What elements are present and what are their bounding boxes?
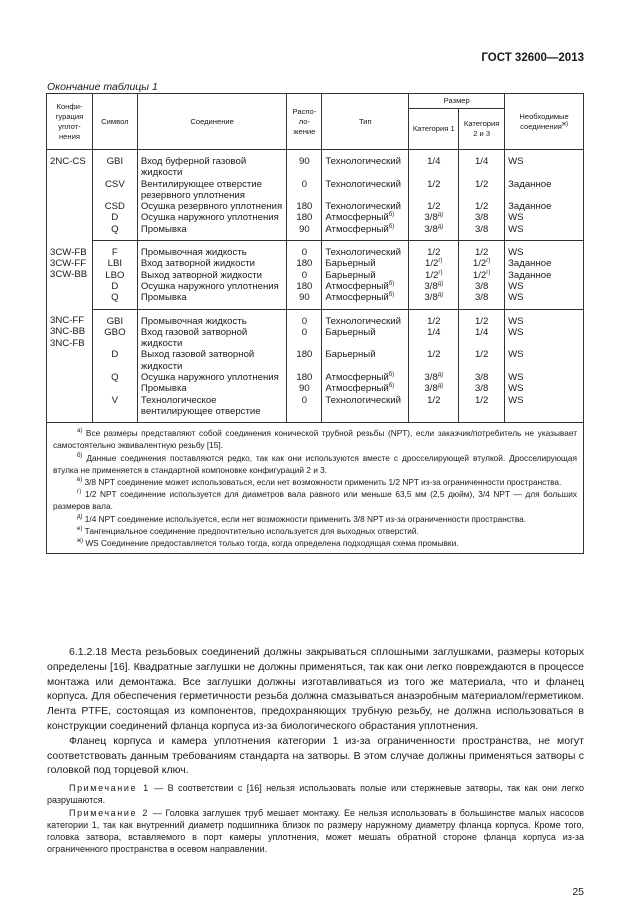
symbol-cell: Q [92,372,137,383]
location-cell: 90 [287,224,322,241]
table-row [47,395,584,423]
location-cell: 180 [287,349,322,372]
header-cat23: Категория 2 и 3 [459,109,505,150]
cat1-cell: 1/2 [409,179,459,202]
type-cell: Технологический [322,395,409,423]
type-cell: Барьерный [322,270,409,281]
table-row [47,201,584,212]
cat1-cell: $3/8^{д)}$ [409,212,459,223]
connection-cell: Промывка [137,292,287,309]
cat23-cell: 3/8 [459,383,505,394]
header-cat1: Категория 1 [409,109,459,150]
location-cell: 90 [287,150,322,179]
location-cell: 180 [287,281,322,292]
location-cell: 180 [287,258,322,269]
standard-header: ГОСТ 32600—2013 [481,52,584,64]
table-row [47,224,584,241]
connection-cell: Осушка наружного уплотнения [137,212,287,223]
table-row [47,349,584,372]
symbol-cell: LBO [92,270,137,281]
cat1-cell: 1/4 [409,327,459,350]
cat1-cell: 1/2 [409,201,459,212]
type-cell: Барьерный [322,349,409,372]
table-row [47,241,584,259]
cat23-cell: 1/4 [459,150,505,179]
header-config: Конфигурация уплотнения [47,94,93,150]
note-1: Примечание 1 — В соответствии с [16] нельзя использовать полые или стержневые затворы, так как они легко разрушаются. [47,783,584,806]
symbol-cell: GBI [92,309,137,327]
required-cell: WS [505,292,584,309]
type-cell: Технологический [322,241,409,259]
location-cell: 90 [287,292,322,309]
type-cell: Атмосферный$^{б)}$ [322,224,409,241]
required-cell: WS [505,383,584,394]
cat1-cell: $1/2^{г)}$ [409,270,459,281]
cat23-cell: 3/8 [459,281,505,292]
symbol-cell: V [92,395,137,423]
connection-cell: Промывочная жидкость [137,309,287,327]
location-cell: 0 [287,395,322,423]
config-cell: 2NC-CS [47,150,93,241]
table-row [47,212,584,223]
paragraph: Фланец корпуса и камера уплотнения категории 1 из-за ограниченности пространства, не могут соответствовать данным требованиям стандарта на затворы. В этом случае должны применяться затворы с головкой под торцевой ключ. [47,734,584,777]
table-row [47,292,584,309]
header-symbol: Символ [92,94,137,150]
required-cell: Заданное [505,270,584,281]
type-cell: Барьерный [322,258,409,269]
required-cell: WS [505,349,584,372]
symbol-cell: CSV [92,179,137,202]
required-cell: WS [505,327,584,350]
connection-cell: Выход газовой затворной жидкости [137,349,287,372]
cat23-cell: 3/8 [459,292,505,309]
location-cell: 180 [287,212,322,223]
required-cell: WS [505,309,584,327]
cat1-cell: 1/2 [409,395,459,423]
cat1-cell: 1/2 [409,241,459,259]
table-row [47,309,584,327]
symbol-cell: CSD [92,201,137,212]
type-cell: Барьерный [322,327,409,350]
symbol-cell: LBI [92,258,137,269]
connection-cell: Промывочная жидкость [137,241,287,259]
required-cell: WS [505,224,584,241]
table-footnotes [47,423,584,554]
cat23-cell: 1/2 [459,309,505,327]
connection-cell: Промывка [137,383,287,394]
cat23-cell: 1/2 [459,241,505,259]
required-cell: Заданное [505,179,584,202]
location-cell: 0 [287,309,322,327]
table-row [47,150,584,179]
cat23-cell: 1/2 [459,395,505,423]
table-group [47,309,584,423]
note-2: Примечание 2 — Головка заглушек труб мешает монтажу. Ее нельзя использовать в большинстве малых насосов категории 1, так как внутренний диаметр подшипника близок по размеру наружному диаметру фланца корпуса. Кроме того, головка затвора, вставляемого в порт камеры уплотнения, может мешать обратной стороне фланца корпуса из-за ограниченного пространства в осевом направлении. [47,807,584,855]
footnote: $^{е)}$ Тангенциальное соединение предпочтительно используется для выходных отверстий. [77,525,419,536]
table-group [47,150,584,241]
header-location: Расположение [287,94,322,150]
cat23-cell: 3/8 [459,212,505,223]
header-required: Необходимые соединения$^{ж)}$ [505,94,584,150]
required-cell: Заданное [505,201,584,212]
required-cell: WS [505,395,584,423]
connection-cell: Выход затворной жидкости [137,270,287,281]
type-cell: Технологический [322,150,409,179]
footnote: $^{б)}$ Данные соединения поставляются редко, так как они используются вместе с дросселирующей втулкой. Дросселирующая втулка не применяется в стандартной компоновке конфигураций 2 и 3. [53,452,577,475]
cat1-cell: $3/8^{д)}$ [409,224,459,241]
location-cell: 90 [287,383,322,394]
location-cell: 180 [287,372,322,383]
cat1-cell: $3/8^{д)}$ [409,383,459,394]
table-row [47,372,584,383]
table-row [47,179,584,202]
location-cell: 0 [287,270,322,281]
symbol-cell: GBO [92,327,137,350]
symbol-cell: Q [92,224,137,241]
required-cell: WS [505,281,584,292]
required-cell: WS [505,372,584,383]
table-row [47,270,584,281]
connection-cell: Осушка наружного уплотнения [137,372,287,383]
connection-cell: Вход буферной газовой жидкости [137,150,287,179]
cat23-cell: 3/8 [459,224,505,241]
table-group [47,241,584,309]
required-cell: WS [505,150,584,179]
page-number: 25 [572,886,584,898]
type-cell: Атмосферный$^{б)}$ [322,212,409,223]
table-row [47,281,584,292]
cat23-cell: 1/2 [459,179,505,202]
table-row [47,383,584,394]
config-cell: 3CW-FB 3CW-FF 3CW-BB [47,241,93,309]
footnote: $^{а)}$ Все размеры представляют собой соединения конической трубной резьбы (NPT), если заказчик/потребитель не указывает самостоятельно эквивалентную резьбу [15]. [53,428,577,451]
connection-cell: Осушка резервного уплотнения [137,201,287,212]
symbol-cell: D [92,281,137,292]
cat23-cell: 1/4 [459,327,505,350]
symbol-cell: D [92,349,137,372]
cat23-cell: $1/2^{г)}$ [459,258,505,269]
cat1-cell: 1/4 [409,150,459,179]
config-cell: 3NC-FF 3NC-BB 3NC-FB [47,309,93,423]
connection-cell: Вентилирующее отверстие резервного уплотнения [137,179,287,202]
type-cell: Технологический [322,179,409,202]
header-connection: Соединение [137,94,287,150]
connection-cell: Технологическое вентилирующее отверстие [137,395,287,423]
location-cell: 180 [287,201,322,212]
type-cell: Атмосферный$^{б)}$ [322,281,409,292]
table-row [47,258,584,269]
connection-cell: Осушка наружного уплотнения [137,281,287,292]
footnote: $^{д)}$ 1/4 NPT соединение используется, если нет возможности применить 3/8 NPT из-за ограниченности пространства. [77,513,527,524]
location-cell: 0 [287,327,322,350]
cat23-cell: 1/2 [459,349,505,372]
cat1-cell: 1/2 [409,309,459,327]
footnote: $^{ж)}$ WS Соединение предоставляется только тогда, когда определена подходящая схема промывки. [77,538,459,549]
required-cell: WS [505,241,584,259]
footnote: $^{г)}$ 1/2 NPT соединение используется для диаметров вала равного или меньше 63,5 мм (2,5 дюйм), 3/4 NPT — для больших размеров вала. [53,489,577,512]
connection-cell: Вход затворной жидкости [137,258,287,269]
cat1-cell: $1/2^{г)}$ [409,258,459,269]
paragraph: 6.1.2.18 Места резьбовых соединений должны закрываться сплошными заглушками, размеры которых определены [16]. Квадратные заглушки не должны применяться, так как они легко повреждаются в процессе монтажа или демонтажа. Все заглушки должны изготавливаться из того же материала, что и фланец корпуса. Для обеспечения герметичности резьба должна смазываться анаэробным материалом/герметиком. Лента PTFE, состоящая из компонентов, предохраняющих трубную резьбу, не должна использоваться в конструкции соединений фланца корпуса из-за биологического обрастания уплотнения. [47,646,584,732]
type-cell: Технологический [322,309,409,327]
type-cell: Атмосферный$^{б)}$ [322,292,409,309]
cat1-cell: $3/8^{д)}$ [409,281,459,292]
symbol-cell: D [92,212,137,223]
table-row [47,327,584,350]
header-size: Размер [409,94,505,109]
header-type: Тип [322,94,409,150]
symbol-cell: F [92,241,137,259]
cat1-cell: 1/2 [409,349,459,372]
symbol-cell: GBI [92,150,137,179]
type-cell: Атмосферный$^{б)}$ [322,372,409,383]
cat23-cell: $1/2^{г)}$ [459,270,505,281]
connection-cell: Промывка [137,224,287,241]
connections-table [46,93,584,554]
cat23-cell: 3/8 [459,372,505,383]
footnote: $^{в)}$ 3/8 NPT соединение может использоваться, если нет возможности применить 1/2 NPT из-за ограниченности пространства. [77,477,562,488]
required-cell: WS [505,212,584,223]
location-cell: 0 [287,179,322,202]
cat1-cell: $3/8^{д)}$ [409,372,459,383]
body-text [47,645,584,855]
required-cell: Заданное [505,258,584,269]
type-cell: Атмосферный$^{б)}$ [322,383,409,394]
location-cell: 0 [287,241,322,259]
type-cell: Технологический [322,201,409,212]
table-caption: Окончание таблицы 1 [47,81,158,93]
symbol-cell [92,383,137,394]
cat1-cell: $3/8^{д)}$ [409,292,459,309]
symbol-cell: Q [92,292,137,309]
cat23-cell: 1/2 [459,201,505,212]
connection-cell: Вход газовой затворной жидкости [137,327,287,350]
